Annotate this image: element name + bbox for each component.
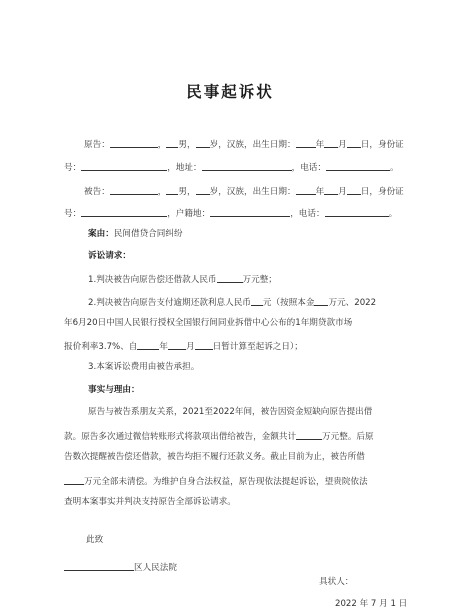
blank [137, 340, 159, 350]
blank [195, 340, 213, 350]
facts-heading: 事实与理由： [88, 385, 140, 395]
signature-label: 具状人： [319, 577, 354, 587]
court-suffix: 区人民法院 [134, 563, 177, 573]
plaintiff-label: 原告： [84, 140, 110, 150]
blank [64, 561, 134, 571]
facts-line-2: 款。原告多次通过微信转账形式将款项出借给被告，金额共计 万元整。后原 [64, 432, 374, 442]
defendant-label: 被告： [84, 187, 110, 197]
blank [324, 185, 338, 195]
blank [81, 161, 167, 171]
facts-line-4: 万元全部未清偿。为维护自身合法权益，原告现依法提起诉讼，望贵院依法 [64, 475, 368, 488]
blank [347, 185, 361, 195]
document-date: 2022 年 7 月 1 日 [335, 599, 408, 609]
blank [326, 161, 390, 171]
claim-2-line-1: 2.判决被告向原告支付逾期还款利息人民币 元（按照本金 万元、2022 [88, 298, 377, 308]
facts-line-1: 原告与被告系朋友关系，2021至2022年间，被告因资金短缺向原告提出借 [88, 407, 373, 417]
blank [202, 161, 292, 171]
claim-1: 1.判决被告向原告偿还借款人民币 万元整； [88, 275, 277, 285]
claim-3: 3.本案诉讼费用由被告承担。 [88, 362, 200, 372]
blank [296, 138, 316, 148]
document-title: 民事起诉状 [186, 83, 274, 101]
blank [296, 430, 322, 440]
blank [110, 138, 158, 148]
claim-2-line-3: 报价利率3.7%、自 年 月 日暂计算至起诉之日）； [64, 342, 303, 352]
blank [324, 138, 338, 148]
defendant-line-2: 号： ，户籍地： ，电话： 。 [64, 209, 398, 219]
facts-line-5: 查明本案事实并判决支持原告全部诉讼请求。 [64, 497, 236, 507]
defendant-line-1: 被告： ， 男， 岁，汉族，出生日期： 年 月 日，身份证 [84, 187, 404, 197]
blank [251, 296, 263, 306]
blank [196, 185, 210, 195]
plaintiff-line-2: 号： ，地址： ，电话： 。 [64, 163, 399, 173]
blank [347, 138, 361, 148]
claims-heading: 诉讼请求： [88, 251, 131, 261]
blank [325, 207, 389, 217]
plaintiff-line-1: 原告： ， 男， 岁，汉族，出生日期： 年 月 日，身份证 [84, 140, 404, 150]
blank [314, 296, 328, 306]
blank [166, 185, 178, 195]
blank [168, 340, 186, 350]
blank [110, 185, 158, 195]
blank [296, 185, 316, 195]
closing-text: 此致 [86, 535, 104, 545]
cause-text: 民间借贷合同纠纷 [113, 229, 183, 239]
blank [81, 207, 167, 217]
cause-line [88, 229, 183, 240]
facts-line-3: 告数次提醒被告偿还借款，被告均拒不履行还款义务。截止目前为止，被告所借 [64, 452, 365, 462]
blank [217, 273, 243, 283]
cause-label: 案由： [88, 229, 114, 239]
blank [210, 207, 290, 217]
claim-2-line-2: 年6月20日中国人民银行授权全国银行间同业拆借中心公布的1年期贷款市场 [64, 318, 353, 328]
blank [64, 475, 84, 485]
blank [166, 138, 178, 148]
blank [196, 138, 210, 148]
court-line [64, 561, 177, 574]
